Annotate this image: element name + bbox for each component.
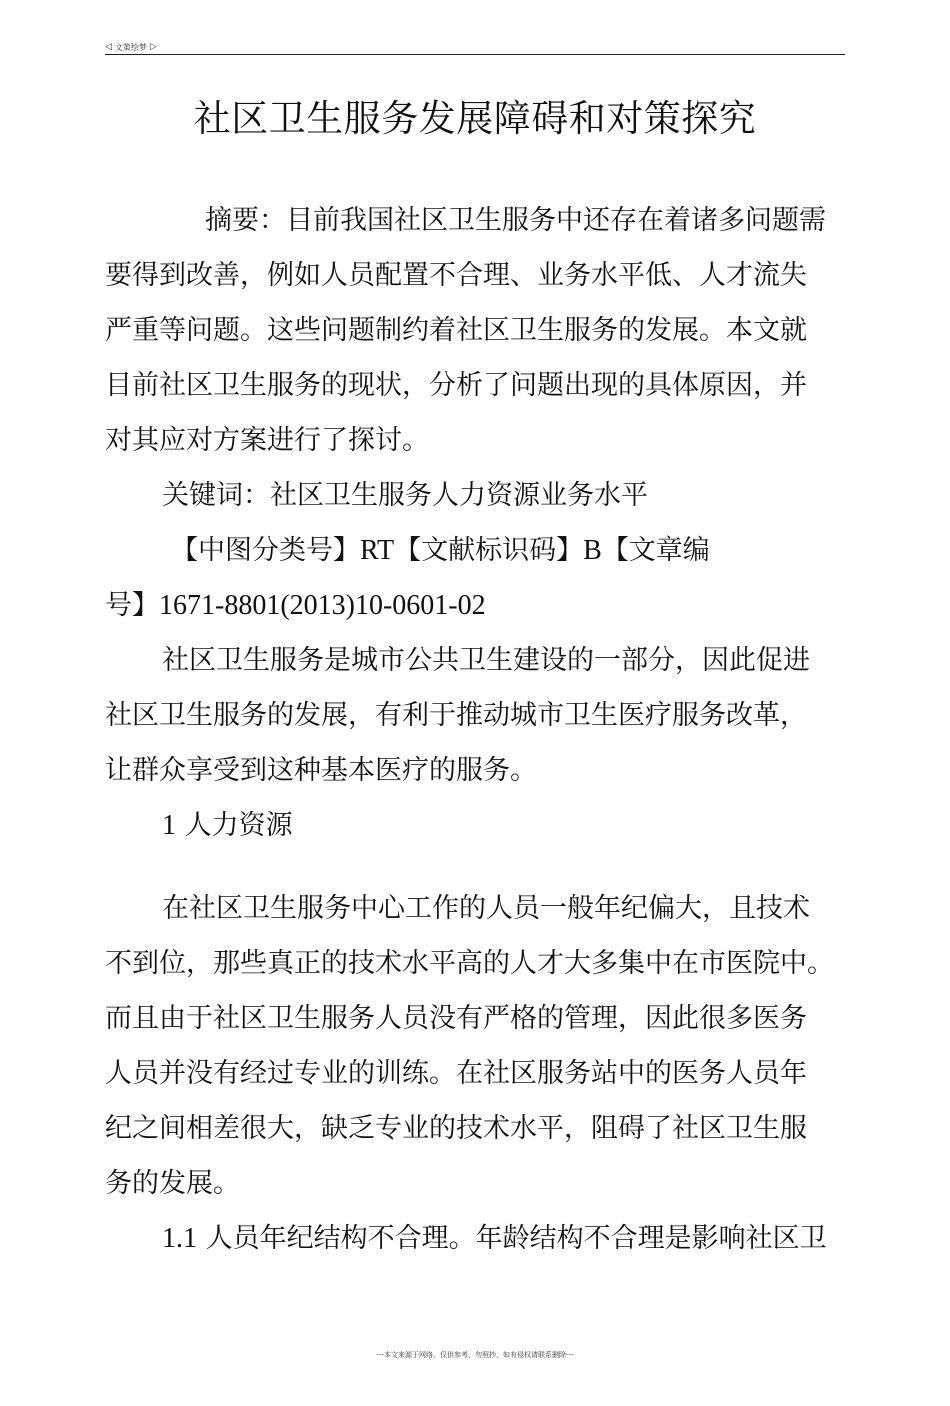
header-divider — [105, 54, 845, 55]
abstract-line: 严重等问题。这些问题制约着社区卫生服务的发展。本文就 — [105, 315, 807, 346]
doc-id-code: B — [583, 535, 602, 566]
article-no-code: 1671-8801(2013)10-0601-02 — [159, 590, 486, 621]
subsection-number: 1.1 — [162, 1223, 197, 1254]
abstract-line: 摘要：目前我国社区卫生服务中还存在着诸多问题需 — [205, 205, 826, 236]
subsection-text: 人员年纪结构不合理。年龄结构不合理是影响社区卫 — [205, 1223, 827, 1254]
section-title: 人力资源 — [184, 810, 293, 841]
abstract-line: 目前社区卫生服务的现状，分析了问题出现的具体原因，并 — [105, 370, 807, 401]
header-label: 文策绘梦 — [114, 42, 147, 52]
section-line: 纪之间相差很大，缺乏专业的技术水平，阻碍了社区卫生服 — [105, 1113, 807, 1144]
section-line: 人员并没有经过专业的训练。在社区服务站中的医务人员年 — [105, 1058, 807, 1089]
section-line: 不到位，那些真正的技术水平高的人才大多集中在市医院中。 — [105, 948, 834, 979]
intro-line: 社区卫生服务的发展，有利于推动城市卫生医疗服务改革， — [105, 700, 807, 731]
left-triangle-icon: ◁ — [105, 42, 112, 52]
keywords-line: 关键词：社区卫生服务人力资源业务水平 — [162, 480, 648, 511]
doc-id-label: 【文献标识码】 — [394, 535, 584, 566]
article-no-label: 【文章编 — [601, 535, 710, 566]
page-header — [105, 40, 845, 54]
subsection-line — [105, 1211, 850, 1266]
document-body — [105, 193, 850, 1266]
section-line: 在社区卫生服务中心工作的人员一般年纪偏大，且技术 — [162, 893, 810, 924]
document-title: 社区卫生服务发展障碍和对策探究 — [193, 97, 757, 140]
right-triangle-icon: ▷ — [149, 42, 157, 52]
clc-label: 【中图分类号】 — [171, 535, 360, 566]
intro-line: 社区卫生服务是城市公共卫生建设的一部分，因此促进 — [162, 645, 810, 676]
intro-line: 让群众享受到这种基本医疗的服务。 — [105, 755, 537, 786]
section-heading — [105, 798, 850, 853]
abstract-line: 要得到改善，例如人员配置不合理、业务水平低、人才流失 — [105, 260, 807, 291]
section-line: 务的发展。 — [105, 1168, 240, 1199]
classification-line-2 — [105, 578, 850, 633]
section-number: 1 — [162, 810, 176, 841]
classification-line-1 — [105, 523, 850, 578]
abstract-line: 对其应对方案进行了探讨。 — [105, 425, 429, 456]
section-gap — [105, 853, 850, 881]
section-line: 而且由于社区卫生服务人员没有严格的管理，因此很多医务 — [105, 1003, 807, 1034]
article-no-label-end: 号】 — [105, 590, 159, 621]
clc-code: RT — [360, 535, 395, 566]
page-footer: ---本文来源于网络，仅供参考，勿照抄，如有侵权请联系删除--- — [376, 1351, 574, 1359]
